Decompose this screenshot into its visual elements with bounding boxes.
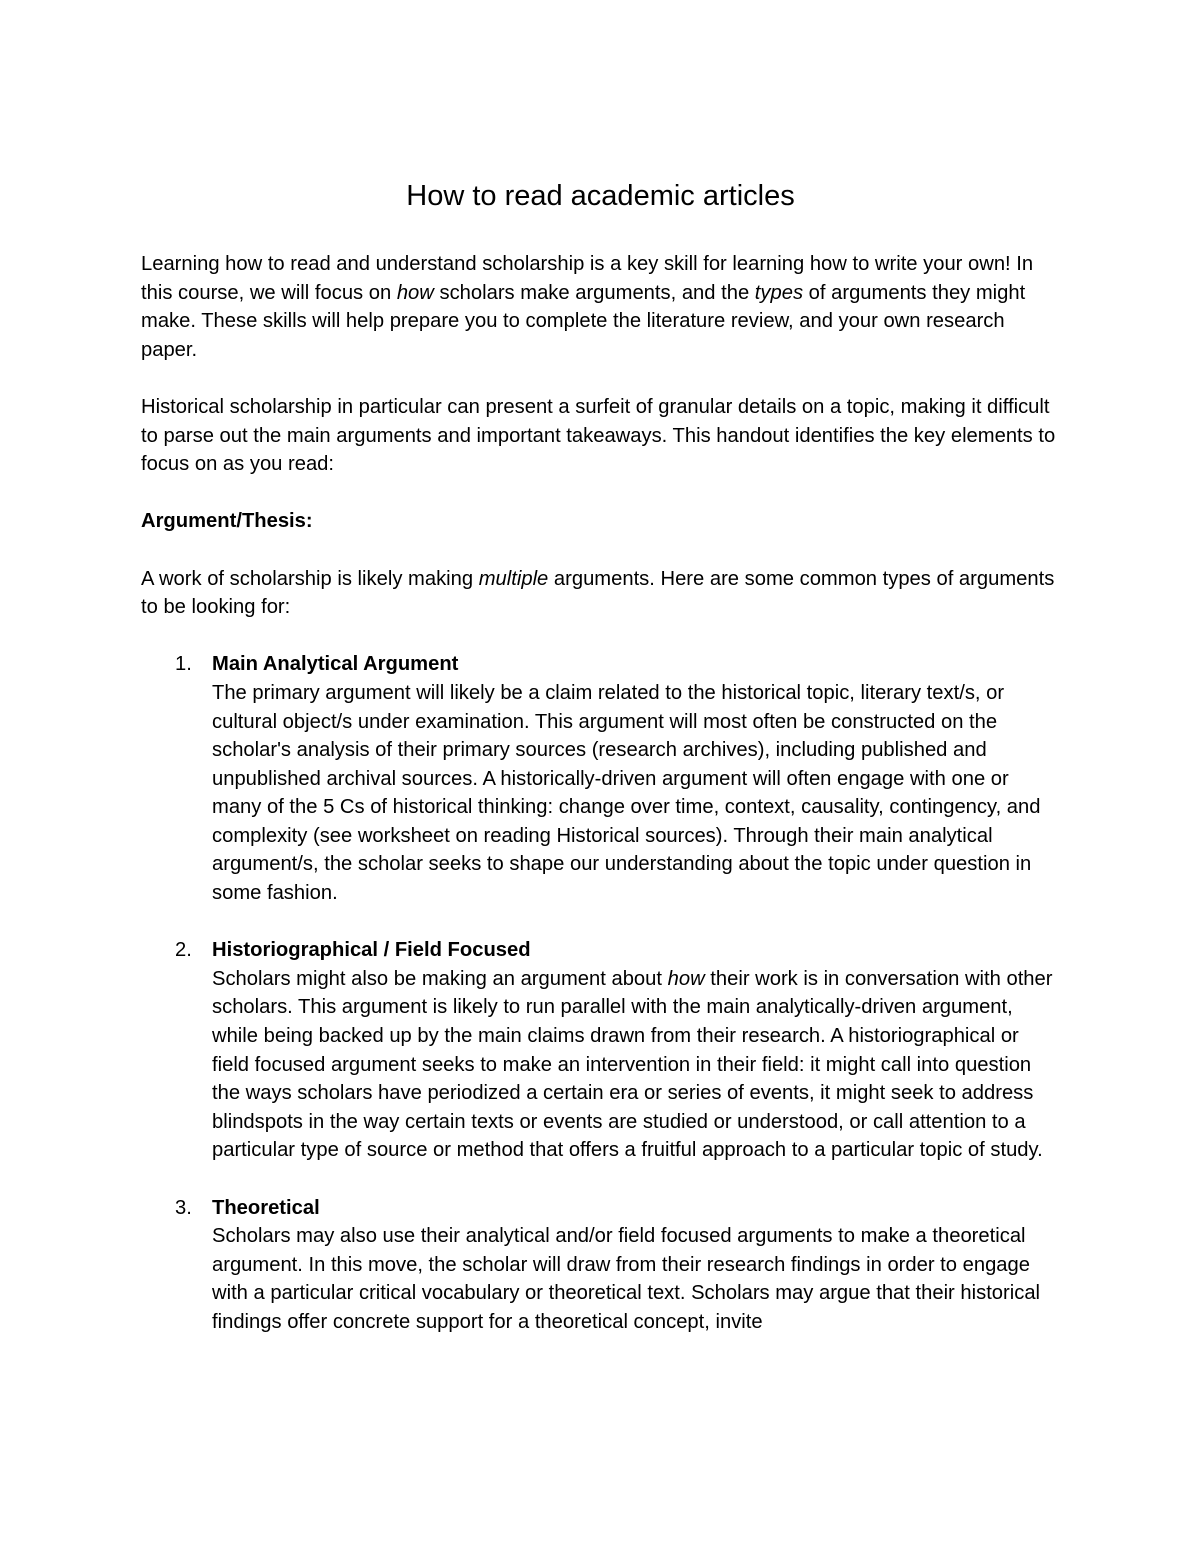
list-item-body: [212, 965, 1060, 1165]
emphasis-types: types: [754, 281, 804, 304]
body-text: their work is in conversation with other scholars. This argument is likely to run parallel with the main analytically-driven argument, while being backed up by the main claims drawn from their research. A historiographical or field focused argument seeks to make an intervention in their field: it might call into question the ways scholars have periodized a certain era or series of events, it might seek to address blindspots in the way certain texts or events are studied or understood, or call attention to a particular type of source or method that offers a fruitful approach to a particular topic of study.: [212, 967, 1053, 1162]
emphasis-multiple: multiple: [478, 567, 549, 590]
intro-paragraph-1: [141, 250, 1060, 364]
emphasis-how: how: [667, 967, 705, 990]
list-item-title: Theoretical: [212, 1196, 320, 1219]
intro-text: scholars make arguments, and the: [433, 281, 755, 304]
argument-types-list: [141, 650, 1060, 1336]
section-heading: Argument/Thesis:: [141, 510, 313, 533]
list-item-title: Historiographical / Field Focused: [212, 939, 531, 962]
list-item-number: 2.: [175, 939, 192, 962]
list-item-body: The primary argument will likely be a claim related to the historical topic, literary text/s, or cultural object/s under examination. This argument will most often be constructed on the scholar's analysis of their primary sources (research archives), including published and unpublished archival sources. A historically-driven argument will often engage with one or many of the 5 Cs of historical thinking: change over time, context, causality, contingency, and complexity (see worksheet on reading Historical sources). Through their main analytical argument/s, the scholar seeks to shape our understanding about the topic under question in some fashion.: [212, 681, 1041, 905]
list-item-number: 3.: [175, 1196, 192, 1219]
intro-text: Learning how to read and understand scholarship is a key skill for learning how to write your own! In this course, we will focus on: [141, 253, 1034, 304]
list-item-body: Scholars may also use their analytical and/or field focused arguments to make a theoretical argument. In this move, the scholar will draw from their research findings in order to engage with a particular critical vocabulary or theoretical text. Scholars may argue that their historical findings offer concrete support for a theoretical concept, invite: [212, 1225, 1041, 1333]
list-item: [141, 650, 1060, 907]
intro-paragraph-2: Historical scholarship in particular can present a surfeit of granular details on a topic, making it difficult to parse out the main arguments and important takeaways. This handout identifies the key elements to focus on as you read:: [141, 395, 1056, 476]
section-lead-paragraph: [141, 565, 1060, 622]
document-title: How to read academic articles: [406, 180, 795, 212]
lead-text: A work of scholarship is likely making: [141, 567, 479, 590]
list-item-number: 1.: [175, 653, 192, 676]
list-item-title: Main Analytical Argument: [212, 653, 459, 676]
list-item: [141, 1194, 1060, 1337]
intro-text: of arguments they might make. These skills will help prepare you to complete the literature review, and your own research paper.: [141, 281, 1026, 361]
list-item: [141, 936, 1060, 1165]
emphasis-how: how: [396, 281, 434, 304]
lead-text: arguments. Here are some common types of arguments to be looking for:: [141, 567, 1055, 619]
body-text: Scholars might also be making an argument about: [212, 967, 668, 990]
